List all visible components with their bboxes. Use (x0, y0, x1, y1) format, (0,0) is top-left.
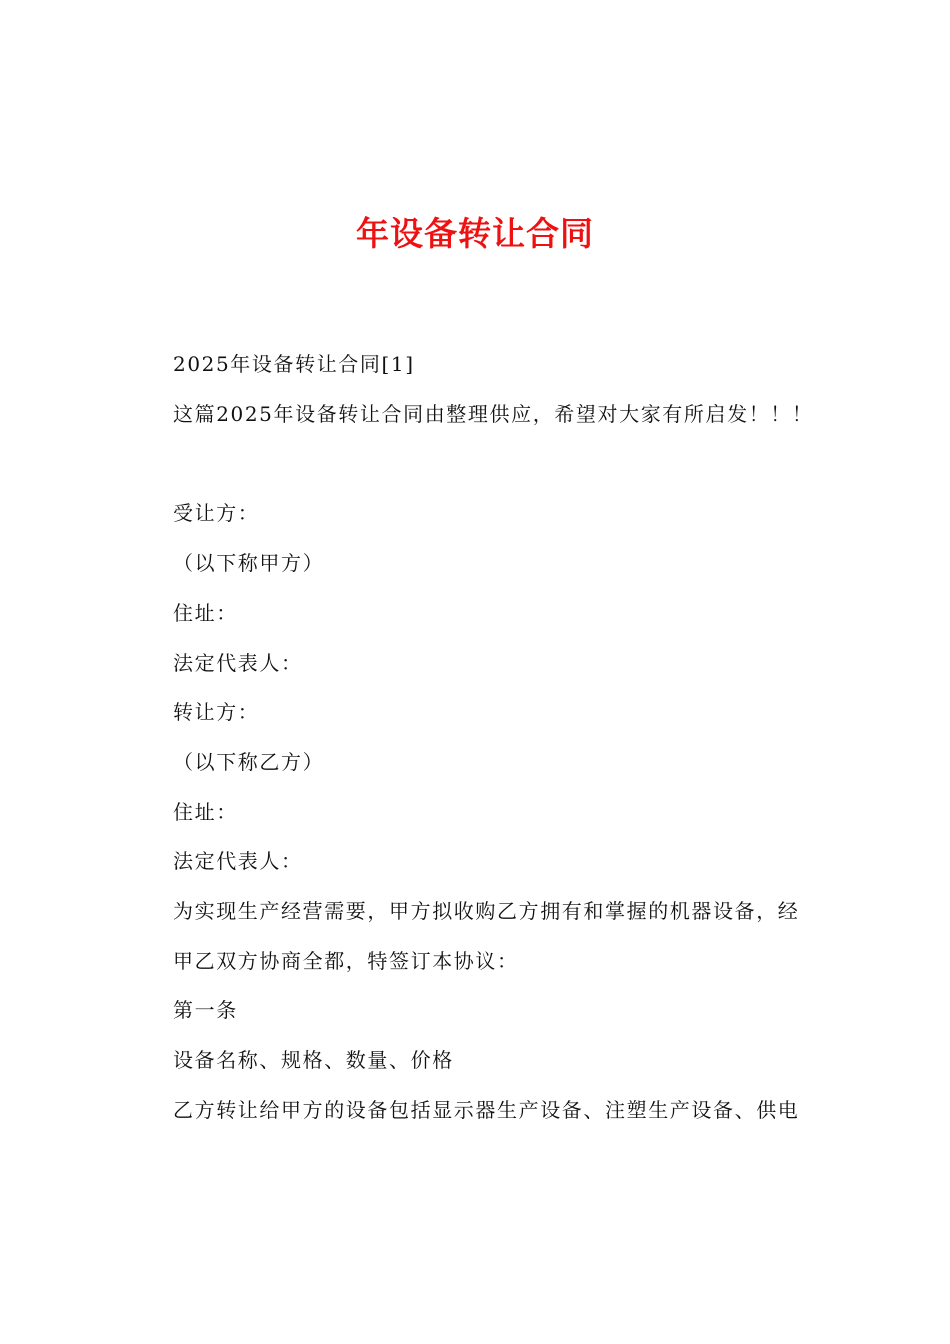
assignee-representative: 法定代表人： (173, 650, 303, 675)
article-one: 第一条 (173, 998, 238, 1023)
article-one-text: 乙方转让给甲方的设备包括显示器生产设备、注塑生产设备、供电 (173, 1097, 800, 1122)
article-one-title: 设备名称、规格、数量、价格 (173, 1048, 454, 1073)
document-title: 年设备转让合同 (356, 214, 594, 253)
assignor-alias: （以下称乙方） (173, 749, 325, 774)
blank-line (173, 439, 838, 489)
contract-heading: 2025年设备转让合同[1] (173, 352, 415, 376)
purpose-line-1: 为实现生产经营需要，甲方拟收购乙方拥有和掌握的机器设备，经 (173, 899, 800, 924)
purpose-line-2: 甲乙双方协商全都，特签订本协议： (173, 948, 519, 973)
assignor-representative: 法定代表人： (173, 849, 303, 874)
assignee-alias: （以下称甲方） (173, 551, 325, 576)
assignor-address: 住址： (173, 799, 238, 824)
assignee-label: 受让方： (173, 501, 260, 526)
document-body (173, 340, 838, 1136)
intro-line: 这篇2025年设备转让合同由整理供应，希望对大家有所启发！！！ (173, 401, 814, 426)
assignee-address: 住址： (173, 600, 238, 625)
assignor-label: 转让方： (173, 700, 260, 725)
